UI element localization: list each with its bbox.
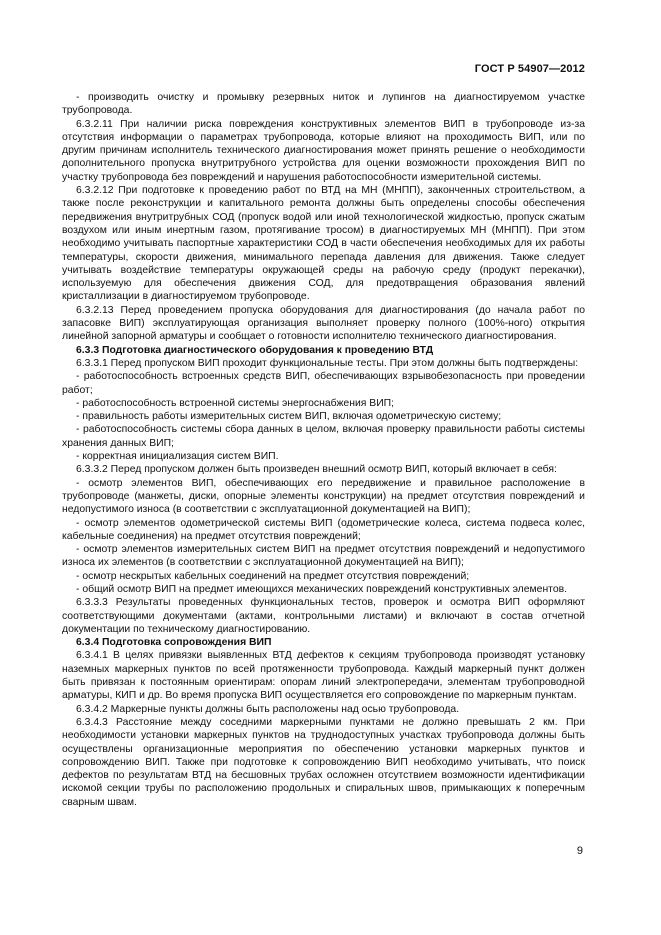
paragraph: 6.3.3.1 Перед пропуском ВИП проходит функциональные тесты. При этом должны быть подтверждены: [76, 357, 579, 369]
page-body-text [62, 91, 585, 809]
list-item: - осмотр элементов измерительных систем ВИП на предмет отсутствия повреждений и недопустимого износа их элементов (в соответствии с эксплуатационной документацией на ВИП); [62, 544, 585, 569]
paragraph: 6.3.2.13 Перед проведением пропуска оборудования для диагностирования (до начала работ по запасовке ВИП) эксплуатирующая организация выполняет проверку полного (100%-ного) открытия линейной запорной арматуры и сообщает о готовности исполнителю технического диагностирования. [62, 304, 585, 343]
section-heading: 6.3.4 Подготовка сопровождения ВИП [76, 637, 272, 649]
list-item: - осмотр элементов одометрической системы ВИП (одометрические колеса, система подвеса колес, кабельные соединения) на предмет отсутствия повреждений; [62, 517, 585, 542]
paragraph: 6.3.3.3 Результаты проведенных функциональных тестов, проверок и осмотра ВИП оформляют соответствующими документами (актами, контрольными листами) и включают в состав отчетной документации по техническому диагностированию. [62, 597, 585, 635]
list-item: - общий осмотр ВИП на предмет имеющихся механических повреждений конструктивных элементов. [76, 583, 568, 595]
page-number: 9 [576, 845, 583, 857]
paragraph: 6.3.2.12 При подготовке к проведению работ по ВТД на МН (МНПП), законченных строительством, а также после реконструкции и капитального ремонта должны быть определены способы обеспечения передвижения внутритрубных СОД (пропуск водой или иной технологической жидкостью, пропуск сжатым воздухом или иным инертным газом, протягивание тросом) в диагностируемых МН (МНПП). При этом необходимо учитывать паспортные характеристики СОД в части обеспечения необходимых для их работы температуры, скорости движения, минимального перепада давления для движения. Также следует учитывать воздействие температуры окружающей среды на рабочую среду (продукт перекачки), используемую для обеспечения движения СОД, для предотвращения образования явлений кристаллизации в диагностируемом трубопроводе. [62, 185, 585, 303]
paragraph: 6.3.2.11 При наличии риска повреждения конструктивных элементов ВИП в трубопроводе из-за отсутствия информации о параметрах трубопровода, которые влияют на проходимость ВИП, или по другим причинам исполнитель технического диагностирования может принять решение о необходимости дополнительного пропуска внутритрубного устройства для оценки возможности прохождения ВИП по участку трубопровода без повреждений и нарушения работоспособности измерительной системы. [62, 118, 585, 183]
list-item: - корректная инициализация систем ВИП. [76, 451, 279, 463]
paragraph: 6.3.3.2 Перед пропуском должен быть произведен внешний осмотр ВИП, который включает в себя: [76, 464, 557, 476]
paragraph: 6.3.4.3 Расстояние между соседними маркерными пунктами не должно превышать 2 км. При необходимости установки маркерных пунктов на труднодоступных участках трубопровода должны быть осуществлены организационные мероприятия по обеспечению установки маркерных пунктов и сопровождению ВИП. Также при подготовке к сопровождению ВИП необходимо учитывать, что поиск дефектов по результатам ВТД на бесшовных трубах осложнен отсутствием возможности идентификации искомой секции трубы по расположению продольных и спиральных швов, примыкающих к поперечным сварным швам. [62, 716, 585, 808]
list-item: - правильность работы измерительных систем ВИП, включая одометрическую систему; [76, 411, 502, 423]
list-item: - работоспособность встроенной системы энергоснабжения ВИП; [76, 397, 395, 409]
list-item: - работоспособность системы сбора данных в целом, включая проверку правильности работы системы хранения данных ВИП; [62, 424, 585, 449]
paragraph: 6.3.4.1 В целях привязки выявленных ВТД дефектов к секциям трубопровода производят установку наземных маркерных пунктов по всей протяженности трубопровода. Каждый маркерный пункт должен быть привязан к постоянным ориентирам: опорам линий электропередачи, элементам трубопроводной арматуры, КИП и др. Во время пропуска ВИП осуществляется его сопровождение по маркерным пунктам. [62, 650, 585, 702]
paragraph: - производить очистку и промывку резервных ниток и лупингов на диагностируемом участке трубопровода. [62, 92, 585, 117]
list-item: - работоспособность встроенных средств ВИП, обеспечивающих взрывобезопасность при проведении работ; [62, 371, 585, 396]
section-heading: 6.3.3 Подготовка диагностического оборудования к проведению ВТД [76, 344, 434, 356]
standard-code-header: ГОСТ Р 54907—2012 [474, 63, 585, 75]
paragraph: 6.3.4.2 Маркерные пункты должны быть расположены над осью трубопровода. [76, 703, 460, 715]
list-item: - осмотр нескрытых кабельных соединений на предмет отсутствия повреждений; [76, 570, 470, 582]
list-item: - осмотр элементов ВИП, обеспечивающих его передвижение и правильное расположение в трубопроводе (манжеты, диски, опорные элементы конструкции) на предмет отсутствия повреждений и недопустимого износа (в соответствии с эксплуатационной документацией на ВИП); [62, 477, 585, 516]
